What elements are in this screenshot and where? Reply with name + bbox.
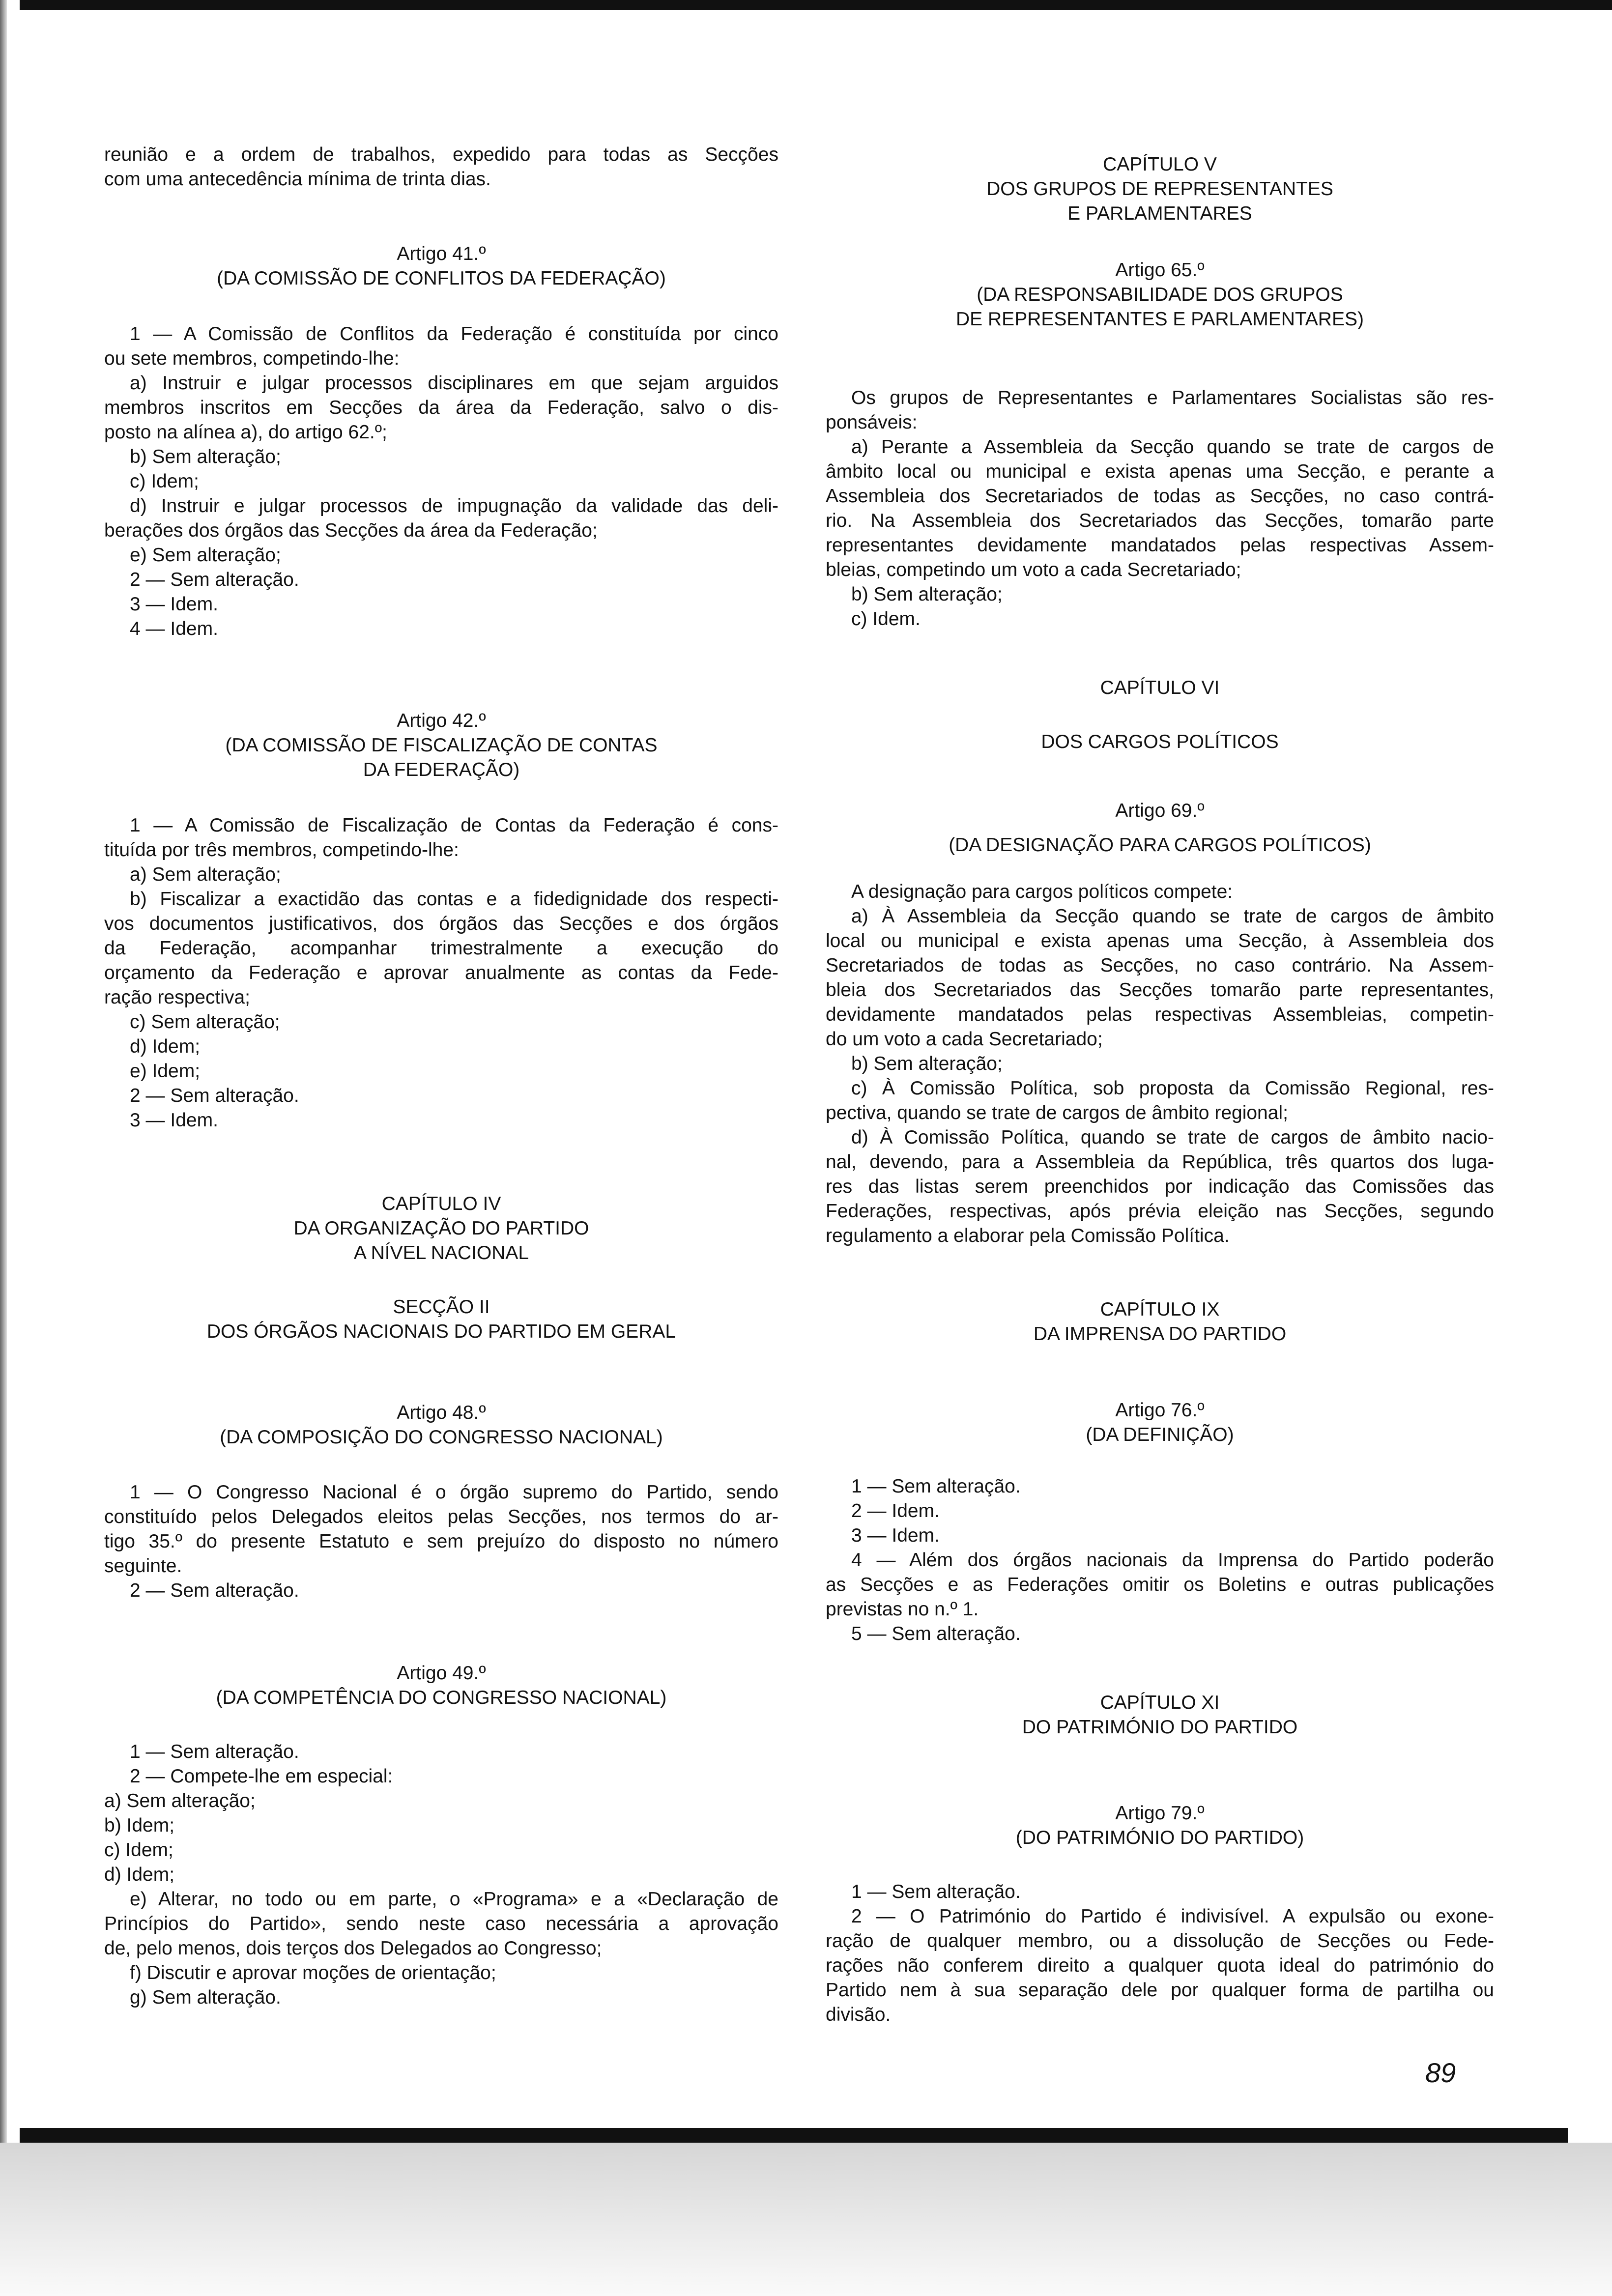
text-line: ração de qualquer membro, ou a dissolução de Secções ou Fede- — [826, 1930, 1494, 1952]
text-line: Assembleia dos Secretariados de todas as Secções, no caso contrá- — [826, 486, 1494, 507]
text-line: c) Idem; — [104, 1839, 173, 1861]
text-line: e) Idem; — [130, 1061, 201, 1082]
text-line: b) Fiscalizar a exactidão das contas e a fidedignidade dos respecti- — [130, 889, 778, 910]
text-line: berações dos órgãos das Secções da área da Federação; — [104, 520, 598, 541]
text-line: 2 — Sem alteração. — [130, 1085, 299, 1106]
text-line: da Federação, acompanhar trimestralmente a execução do — [104, 938, 778, 959]
text-line: tigo 35.º do presente Estatuto e sem prejuízo do disposto no número — [104, 1531, 778, 1552]
scan-margin — [0, 2143, 1612, 2296]
article-subtitle: (DA DEFINIÇÃO) — [1086, 1424, 1234, 1445]
chapter-heading: CAPÍTULO IV — [381, 1193, 501, 1214]
text-line: b) Sem alteração; — [130, 446, 281, 467]
text-line: ração respectiva; — [104, 987, 250, 1008]
text-line: constituído pelos Delegados eleitos pelas Secções, nos termos do ar- — [104, 1506, 778, 1527]
article-heading: Artigo 79.º — [1115, 1803, 1205, 1824]
text-line: d) À Comissão Política, quando se trate de cargos de âmbito nacio- — [851, 1127, 1494, 1148]
text-line: 2 — O Património do Partido é indivisível. A expulsão ou exone- — [851, 1906, 1494, 1927]
text-line: 3 — Idem. — [130, 594, 218, 615]
text-line: e) Alterar, no todo ou em parte, o «Programa» e a «Declaração de — [130, 1889, 778, 1910]
chapter-heading: CAPÍTULO IX — [1100, 1299, 1220, 1320]
article-subtitle: (DA COMISSÃO DE FISCALIZAÇÃO DE CONTAS — [225, 735, 658, 756]
text-line: âmbito local ou municipal e exista apenas uma Secção, e perante a — [826, 461, 1494, 482]
text-line: ou sete membros, competindo-lhe: — [104, 348, 400, 369]
text-line: d) Idem; — [130, 1036, 201, 1057]
text-line: vos documentos justificativos, dos órgãos das Secções e dos órgãos — [104, 913, 778, 934]
chapter-title: A NÍVEL NACIONAL — [353, 1242, 529, 1263]
text-line: ponsáveis: — [826, 412, 918, 433]
text-line: 1 — Sem alteração. — [130, 1741, 299, 1762]
article-subtitle: (DA COMISSÃO DE CONFLITOS DA FEDERAÇÃO) — [217, 268, 666, 289]
text-line: bleias, competindo um voto a cada Secretariado; — [826, 559, 1241, 580]
text-line: f) Discutir e aprovar moções de orientação; — [130, 1962, 496, 1983]
text-line: d) Idem; — [104, 1864, 175, 1885]
text-line: nal, devendo, para a Assembleia da República, três quartos dos luga- — [826, 1151, 1494, 1173]
chapter-title: E PARLAMENTARES — [1067, 203, 1252, 224]
article-heading: Artigo 42.º — [397, 710, 486, 731]
text-line: a) Perante a Assembleia da Secção quando se trate de cargos de — [851, 436, 1494, 458]
text-line: g) Sem alteração. — [130, 1987, 281, 2008]
text-line: bleia dos Secretariados das Secções tomarão parte representantes, — [826, 979, 1494, 1001]
page-edge-shadow — [0, 0, 7, 2296]
text-line: rio. Na Assembleia dos Secretariados das Secções, tomarão parte — [826, 510, 1494, 531]
chapter-title: DOS CARGOS POLÍTICOS — [1041, 731, 1279, 752]
article-heading: Artigo 65.º — [1115, 259, 1205, 281]
page-number: 89 — [1425, 2057, 1456, 2088]
text-line: A designação para cargos políticos compete: — [851, 881, 1233, 902]
article-heading: Artigo 48.º — [397, 1402, 486, 1423]
article-subtitle: (DO PATRIMÓNIO DO PARTIDO) — [1015, 1827, 1304, 1848]
text-line: divisão. — [826, 2004, 891, 2025]
section-heading: SECÇÃO II — [393, 1296, 490, 1318]
text-line: 1 — O Congresso Nacional é o órgão supremo do Partido, sendo — [130, 1482, 778, 1503]
text-line: c) À Comissão Política, sob proposta da Comissão Regional, res- — [851, 1078, 1494, 1099]
text-line: do um voto a cada Secretariado; — [826, 1029, 1103, 1050]
text-line: c) Idem; — [130, 471, 199, 492]
chapter-heading: CAPÍTULO V — [1103, 154, 1217, 175]
text-line: Partido nem à sua separação dele por qualquer forma de partilha ou — [826, 1980, 1494, 2001]
text-line: 3 — Idem. — [851, 1525, 940, 1546]
chapter-title: DA ORGANIZAÇÃO DO PARTIDO — [293, 1218, 589, 1239]
text-line: b) Sem alteração; — [851, 584, 1003, 605]
bottom-border — [20, 2128, 1568, 2143]
text-line: regulamento a elaborar pela Comissão Política. — [826, 1225, 1230, 1246]
article-subtitle: (DA COMPETÊNCIA DO CONGRESSO NACIONAL) — [216, 1687, 667, 1708]
text-line: a) Instruir e julgar processos disciplinares em que sejam arguidos — [130, 373, 778, 394]
text-line: Federações, respectivas, após prévia eleição nas Secções, segundo — [826, 1201, 1494, 1222]
text-line: 4 — Além dos órgãos nacionais da Imprensa do Partido poderão — [851, 1550, 1494, 1571]
article-heading: Artigo 41.º — [397, 243, 486, 264]
text-line: Secretariados de todas as Secções, no caso contrário. Na Assem- — [826, 955, 1494, 976]
text-line: 5 — Sem alteração. — [851, 1623, 1021, 1644]
article-subtitle: DE REPRESENTANTES E PARLAMENTARES) — [956, 309, 1364, 330]
text-line: seguinte. — [104, 1555, 182, 1577]
article-subtitle: (DA DESIGNAÇÃO PARA CARGOS POLÍTICOS) — [949, 834, 1371, 856]
text-line: 1 — Sem alteração. — [851, 1476, 1021, 1497]
article-subtitle: (DA COMPOSIÇÃO DO CONGRESSO NACIONAL) — [220, 1427, 663, 1448]
text-line: membros inscritos em Secções da área da Federação, salvo o dis- — [104, 397, 778, 418]
text-line: 3 — Idem. — [130, 1110, 218, 1131]
text-line: com uma antecedência mínima de trinta dias. — [104, 169, 491, 190]
article-heading: Artigo 69.º — [1115, 800, 1205, 821]
text-line: a) Sem alteração; — [130, 864, 281, 885]
text-line: 2 — Compete-lhe em especial: — [130, 1766, 393, 1787]
text-line: e) Sem alteração; — [130, 545, 281, 566]
text-line: Princípios do Partido», sendo neste caso necessária a aprovação — [104, 1913, 778, 1934]
text-line: previstas no n.º 1. — [826, 1599, 979, 1620]
text-line: tituída por três membros, competindo-lhe: — [104, 839, 459, 861]
text-line: 2 — Idem. — [851, 1500, 940, 1521]
text-line: rações não conferem direito a qualquer quota ideal do património do — [826, 1955, 1494, 1976]
text-line: reunião e a ordem de trabalhos, expedido para todas as Secções — [104, 144, 778, 165]
chapter-heading: CAPÍTULO XI — [1100, 1692, 1220, 1713]
text-line: d) Instruir e julgar processos de impugnação da validade das deli- — [130, 495, 778, 517]
chapter-title: DO PATRIMÓNIO DO PARTIDO — [1022, 1717, 1298, 1738]
text-line: 1 — A Comissão de Conflitos da Federação é constituída por cinco — [130, 323, 778, 344]
text-line: 2 — Sem alteração. — [130, 1580, 299, 1601]
article-subtitle: (DA RESPONSABILIDADE DOS GRUPOS — [977, 284, 1343, 305]
text-line: res das listas serem preenchidos por indicação das Comissões das — [826, 1176, 1494, 1197]
text-line: devidamente mandatados pelas respectivas Assembleias, competin- — [826, 1004, 1494, 1025]
text-line: b) Idem; — [104, 1815, 175, 1836]
text-line: 1 — Sem alteração. — [851, 1881, 1021, 1902]
chapter-title: DOS GRUPOS DE REPRESENTANTES — [986, 178, 1333, 200]
section-title: DOS ÓRGÃOS NACIONAIS DO PARTIDO EM GERAL — [206, 1321, 676, 1342]
text-line: orçamento da Federação e aprovar anualmente as contas da Fede- — [104, 962, 778, 983]
text-line: c) Sem alteração; — [130, 1011, 280, 1033]
chapter-title: DA IMPRENSA DO PARTIDO — [1033, 1323, 1287, 1345]
text-line: 2 — Sem alteração. — [130, 569, 299, 590]
text-line: de, pelo menos, dois terços dos Delegados ao Congresso; — [104, 1938, 602, 1959]
text-line: b) Sem alteração; — [851, 1053, 1003, 1074]
text-line: pectiva, quando se trate de cargos de âmbito regional; — [826, 1102, 1288, 1123]
article-heading: Artigo 76.º — [1115, 1400, 1205, 1421]
text-line: a) Sem alteração; — [104, 1790, 256, 1811]
text-line: representantes devidamente mandatados pelas respectivas Assem- — [826, 535, 1494, 556]
text-line: Os grupos de Representantes e Parlamentares Socialistas são res- — [851, 387, 1494, 408]
text-line: posto na alínea a), do artigo 62.º; — [104, 422, 387, 443]
text-line: 1 — A Comissão de Fiscalização de Contas da Federação é cons- — [130, 815, 778, 836]
top-border — [20, 0, 1612, 10]
chapter-heading: CAPÍTULO VI — [1100, 677, 1220, 698]
text-line: c) Idem. — [851, 608, 921, 630]
text-line: a) À Assembleia da Secção quando se trate de cargos de âmbito — [851, 906, 1494, 927]
text-line: as Secções e as Federações omitir os Boletins e outras publicações — [826, 1574, 1494, 1595]
text-line: 4 — Idem. — [130, 618, 218, 639]
article-subtitle: DA FEDERAÇÃO) — [363, 759, 520, 780]
article-heading: Artigo 49.º — [397, 1663, 486, 1684]
text-line: local ou municipal e exista apenas uma Secção, à Assembleia dos — [826, 930, 1494, 951]
